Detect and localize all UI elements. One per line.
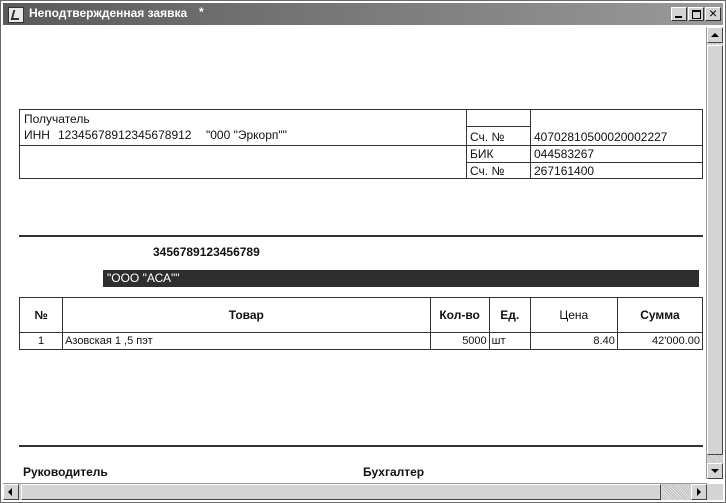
col-qty-header: Кол-во [430,298,489,333]
row-qty: 5000 [430,333,489,350]
goods-table [19,297,703,350]
corr-account-label: Сч. № [470,164,505,178]
recipient-label: Получатель [24,112,90,126]
scroll-right-icon[interactable] [691,484,707,500]
table-row[interactable] [20,333,703,350]
inn-label: ИНН [24,128,50,142]
recipient-table [19,109,703,179]
scroll-up-icon[interactable] [707,27,723,43]
director-label: Руководитель [23,465,108,479]
inn-value: 12345678912345678912 [58,128,192,142]
corr-account-value: 267161400 [534,164,595,178]
window-title: Неподтвержденная заявка [29,6,188,20]
account-label: Сч. № [470,130,505,144]
scroll-down-icon[interactable] [707,463,723,479]
account-value: 40702810500020002227 [534,130,668,144]
close-button[interactable] [705,7,721,21]
col-price-header: Цена [530,298,617,333]
row-price: 8.40 [530,333,617,350]
maximize-button[interactable] [688,7,704,21]
col-unit-header: Ед. [489,298,530,333]
scroll-left-icon[interactable] [3,484,19,500]
modified-marker: * [199,5,204,19]
resize-grip[interactable] [707,484,723,500]
bik-label: БИК [470,147,494,161]
horizontal-scroll-thumb[interactable] [21,484,661,500]
bik-value: 044583267 [534,147,595,161]
document-canvas [5,27,701,479]
minimize-button[interactable] [671,7,687,21]
row-item: Азовская 1 ,5 пэт [63,333,431,350]
row-num: 1 [20,333,63,350]
accountant-label: Бухгалтер [363,465,425,479]
document-icon [8,7,24,23]
row-unit: шт [489,333,530,350]
col-sum-header: Сумма [617,298,702,333]
col-item-header: Товар [63,298,431,333]
row-sum: 42'000.00 [617,333,702,350]
document-number: 3456789123456789 [153,245,260,259]
col-num-header: № [20,298,63,333]
footer-divider [19,445,703,447]
title-bar[interactable] [3,3,723,25]
horizontal-scrollbar[interactable] [3,483,707,500]
vertical-scrollbar[interactable] [706,27,723,479]
payer-field[interactable]: "ООО "АСА"" [103,270,699,287]
vertical-scroll-thumb[interactable] [707,45,723,455]
recipient-name: "000 "Эркорп"" [206,128,287,142]
section-divider [19,235,703,237]
